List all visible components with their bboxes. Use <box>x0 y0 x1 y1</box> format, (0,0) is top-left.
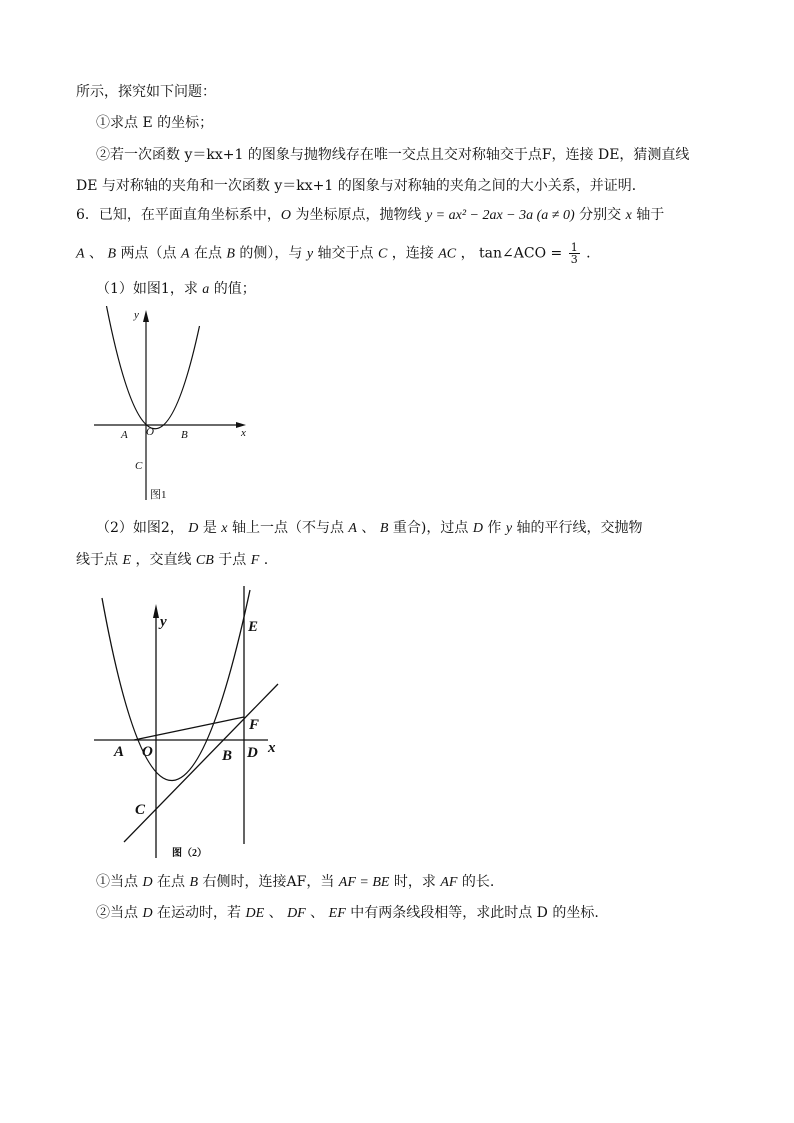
fig1-label-o: O <box>146 426 154 438</box>
fig2-label-o: O <box>142 744 153 760</box>
fig1-label-a: A <box>121 429 128 441</box>
part-2-q1: ①当点 D 在点 B 右侧时，连接AF，当 AF = BE 时，求 AF 的长. <box>96 874 495 890</box>
fig1-label-y: y <box>134 309 139 321</box>
fig2-label-e: E <box>248 619 259 635</box>
figure-2 <box>90 580 290 864</box>
fig2-label-y: y <box>160 614 167 630</box>
fig2-label-d: D <box>247 745 258 761</box>
fig2-label-b: B <box>222 748 233 764</box>
fig2-label-a: A <box>114 744 125 760</box>
part-2-line-1: （2）如图2， D 是 x 轴上一点（不与点 A 、 B 重合)，过点 D 作 y 轴的平行线，交抛物 <box>96 520 643 536</box>
fig2-label-f: F <box>249 717 260 733</box>
fraction-one-third: $\frac{1}{3}$ <box>570 241 578 266</box>
subquestion-2: ②若一次函数 y＝kx+1 的图象与抛物线存在唯一交点且交对称轴交于点F，连接 DE，猜测直线 <box>96 147 690 163</box>
fig1-label-x: x <box>241 427 246 439</box>
fig2-y-arrow <box>153 604 159 618</box>
fig2-line-cb <box>124 684 278 842</box>
fig1-parabola <box>107 306 200 429</box>
problem-6-line-2: A 、 B 两点（点 A 在点 B 的侧），与 y 轴交于点 C ，连接 AC ， tan∠ACO = $\frac{1}{3}$ . <box>76 241 591 266</box>
fig1-y-arrow <box>143 310 149 322</box>
fig2-label-x: x <box>268 740 276 756</box>
fig1-caption: 图1 <box>150 489 167 501</box>
part-2-line-2: 线于点 E ，交直线 CB 于点 F . <box>76 552 269 568</box>
subquestion-2-cont: DE 与对称轴的夹角和一次函数 y＝kx+1 的图象与对称轴的夹角之间的大小关系，并证明． <box>76 178 646 194</box>
problem-6-line-1: 6．已知，在平面直角坐标系中，O 为坐标原点，抛物线 y = ax² − 2ax − 3a (a ≠ 0) 分别交 x 轴于 <box>76 207 665 223</box>
fig1-label-c: C <box>135 460 143 472</box>
figure-1 <box>90 306 260 506</box>
part-1-question: （1）如图1，求 a 的值； <box>96 281 256 297</box>
intro-line: 所示，探究如下问题： <box>76 84 216 100</box>
part-2-q2: ②当点 D 在运动时，若 DE 、 DF 、 EF 中有两条线段相等，求此时点 D 的坐标. <box>96 905 599 921</box>
fig2-label-c: C <box>135 802 146 818</box>
fig1-label-b: B <box>181 429 188 441</box>
fig2-caption: 图（2） <box>172 848 207 859</box>
subquestion-1: ①求点 E 的坐标； <box>96 115 214 131</box>
